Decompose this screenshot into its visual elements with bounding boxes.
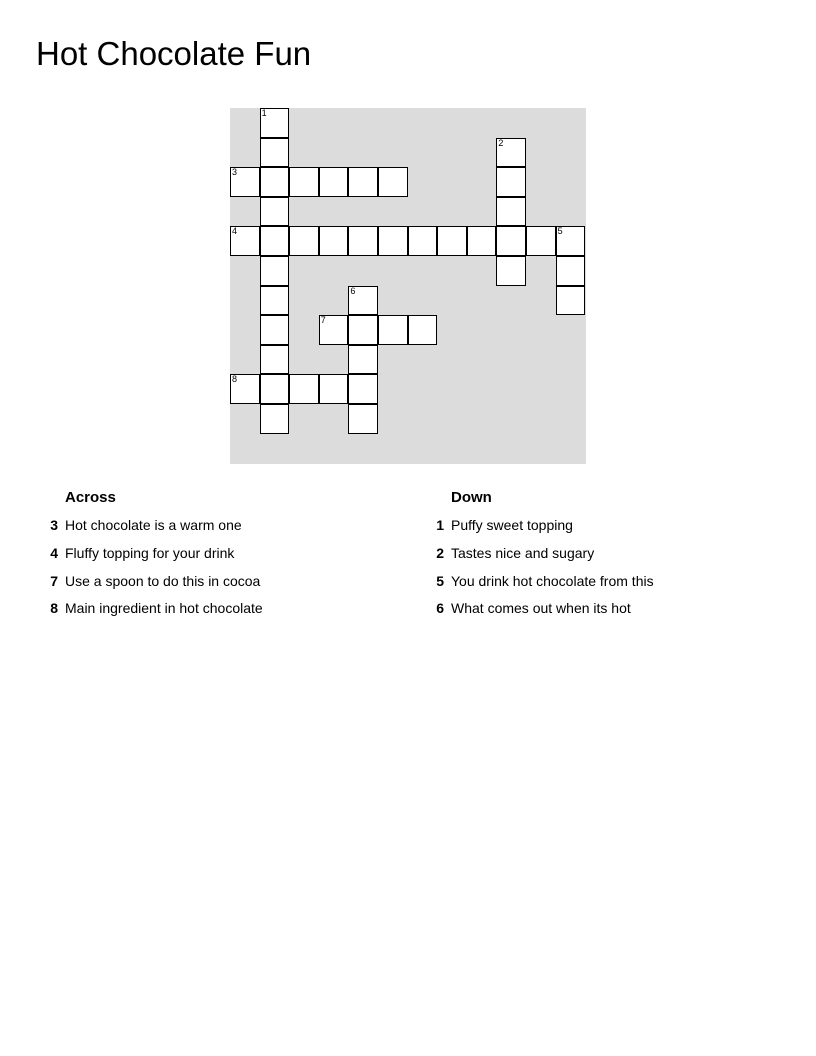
grid-cell[interactable] <box>348 167 378 197</box>
across-heading: Across <box>65 489 116 506</box>
grid-cell[interactable] <box>289 374 319 404</box>
grid-cell[interactable] <box>260 108 290 138</box>
clue-text: Fluffy topping for your drink <box>65 544 235 561</box>
clue-text: You drink hot chocolate from this <box>451 572 654 589</box>
grid-cell[interactable] <box>348 345 378 375</box>
cell-number: 5 <box>557 226 563 237</box>
grid-cell[interactable] <box>556 256 586 286</box>
clue-text: Use a spoon to do this in cocoa <box>65 572 261 589</box>
clue-text: What comes out when its hot <box>451 600 631 617</box>
clue-number: 3 <box>50 517 58 533</box>
clue-number: 2 <box>436 544 444 561</box>
clue-item <box>430 599 790 627</box>
grid-cell[interactable] <box>526 226 556 256</box>
grid-cell[interactable] <box>260 226 290 256</box>
grid-cell[interactable] <box>496 197 526 227</box>
clue-item <box>430 544 790 572</box>
grid-cell[interactable] <box>230 167 260 197</box>
page-title: Hot Chocolate Fun <box>36 35 312 72</box>
grid-cell[interactable] <box>496 138 526 168</box>
grid-cell[interactable] <box>348 374 378 404</box>
grid-cell[interactable] <box>467 226 497 256</box>
crossword-grid <box>230 108 586 464</box>
grid-cell[interactable] <box>260 404 290 434</box>
grid-cell[interactable] <box>260 286 290 316</box>
clue-item <box>44 516 374 544</box>
cell-number: 4 <box>232 226 238 237</box>
grid-cell[interactable] <box>408 226 438 256</box>
grid-cell[interactable] <box>260 345 290 375</box>
grid-cell[interactable] <box>348 315 378 345</box>
grid-cell[interactable] <box>260 374 290 404</box>
grid-cell[interactable] <box>556 286 586 316</box>
grid-cell[interactable] <box>230 226 260 256</box>
cell-number: 2 <box>498 137 504 148</box>
grid-cell[interactable] <box>260 138 290 168</box>
down-clues <box>430 488 790 627</box>
clue-number: 8 <box>50 600 58 617</box>
grid-cell[interactable] <box>496 226 526 256</box>
grid-cell[interactable] <box>496 256 526 286</box>
clue-item <box>44 544 374 572</box>
clue-text: Tastes nice and sugary <box>451 544 595 561</box>
grid-cell[interactable] <box>319 226 349 256</box>
clue-item <box>44 599 374 627</box>
grid-cell[interactable] <box>408 315 438 345</box>
across-clues <box>44 488 374 627</box>
grid-cell[interactable] <box>378 315 408 345</box>
grid-cell[interactable] <box>319 167 349 197</box>
grid-cell[interactable] <box>496 167 526 197</box>
grid-cell[interactable] <box>348 404 378 434</box>
cell-number: 7 <box>320 315 326 326</box>
cell-number: 6 <box>350 285 356 296</box>
clue-text: Main ingredient in hot chocolate <box>65 600 263 617</box>
grid-cell[interactable] <box>319 315 349 345</box>
clue-number: 6 <box>436 600 444 617</box>
grid-cell[interactable] <box>348 226 378 256</box>
grid-cell[interactable] <box>378 167 408 197</box>
grid-cell[interactable] <box>260 167 290 197</box>
grid-cell[interactable] <box>289 167 319 197</box>
clue-number: 7 <box>50 572 58 589</box>
grid-cell[interactable] <box>260 197 290 227</box>
grid-cell[interactable] <box>230 374 260 404</box>
grid-cell[interactable] <box>437 226 467 256</box>
grid-cell[interactable] <box>289 226 319 256</box>
clue-number: 5 <box>436 572 444 589</box>
cell-number: 8 <box>232 374 238 385</box>
clue-item <box>430 572 790 600</box>
clue-text: Hot chocolate is a warm one <box>65 517 242 533</box>
down-heading: Down <box>451 489 492 506</box>
clue-item <box>430 516 790 544</box>
grid-cell[interactable] <box>556 226 586 256</box>
grid-cell[interactable] <box>260 256 290 286</box>
clue-text: Puffy sweet topping <box>451 517 573 533</box>
cell-number: 1 <box>261 108 267 118</box>
grid-cell[interactable] <box>260 315 290 345</box>
clue-item <box>44 572 374 600</box>
clue-number: 1 <box>436 517 444 533</box>
grid-cell[interactable] <box>378 226 408 256</box>
grid-cell[interactable] <box>319 374 349 404</box>
grid-cell[interactable] <box>348 286 378 316</box>
clue-number: 4 <box>50 544 58 561</box>
cell-number: 3 <box>232 167 238 178</box>
